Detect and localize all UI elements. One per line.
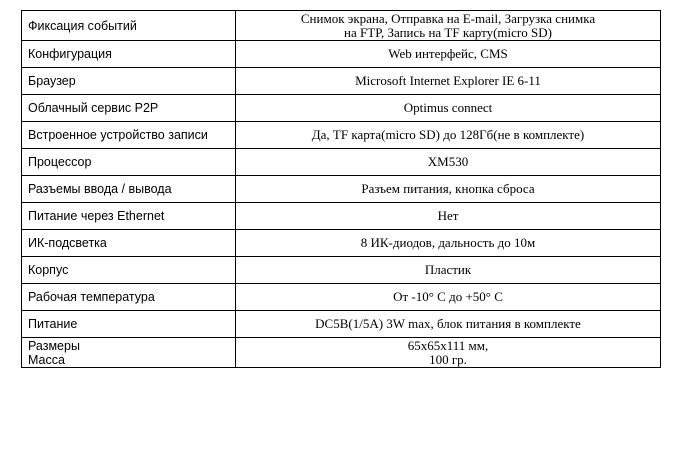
- table-row: [22, 230, 661, 257]
- table-row: [22, 11, 661, 41]
- row-label-browser: Браузер: [22, 68, 236, 95]
- row-label-housing: Корпус: [22, 257, 236, 284]
- table-row: [22, 311, 661, 338]
- row-value-recording-device: Да, TF карта(micro SD) до 128Гб(не в комплекте): [236, 122, 661, 149]
- row-value-housing: Пластик: [236, 257, 661, 284]
- spec-table: [21, 10, 661, 368]
- table-row: [22, 68, 661, 95]
- table-row: [22, 203, 661, 230]
- row-label-operating-temperature: Рабочая температура: [22, 284, 236, 311]
- row-value-poe: Нет: [236, 203, 661, 230]
- row-value-operating-temperature: От -10° C до +50° C: [236, 284, 661, 311]
- value-line-dimensions: 65x65x111 мм,: [407, 337, 489, 353]
- row-label-processor: Процессор: [22, 149, 236, 176]
- table-row: [22, 41, 661, 68]
- table-row: [22, 149, 661, 176]
- table-row: [22, 95, 661, 122]
- row-label-dimensions-weight: [22, 338, 236, 368]
- row-label-event-capture: Фиксация событий: [22, 11, 236, 41]
- row-value-cloud-service: Optimus connect: [236, 95, 661, 122]
- row-value-dimensions-weight: [236, 338, 661, 368]
- row-value-io-connectors: Разъем питания, кнопка сброса: [236, 176, 661, 203]
- row-value-power: DC5В(1/5А) 3W max, блок питания в комплекте: [236, 311, 661, 338]
- row-label-recording-device: Встроенное устройство записи: [22, 122, 236, 149]
- value-line: на FTP, Запись на TF карту(micro SD): [344, 24, 552, 40]
- row-value-browser: Microsoft Internet Explorer IE 6-11: [236, 68, 661, 95]
- row-label-cloud-service: Облачный сервис P2P: [22, 95, 236, 122]
- row-label-ir-illumination: ИК-подсветка: [22, 230, 236, 257]
- row-value-ir-illumination: 8 ИК-диодов, дальность до 10м: [236, 230, 661, 257]
- row-label-poe: Питание через Ethernet: [22, 203, 236, 230]
- label-line-dimensions: Размеры: [28, 338, 80, 353]
- table-row: [22, 284, 661, 311]
- row-label-configuration: Конфигурация: [22, 41, 236, 68]
- value-line-weight: 100 гр.: [429, 351, 467, 367]
- row-label-io-connectors: Разъемы ввода / вывода: [22, 176, 236, 203]
- row-label-power: Питание: [22, 311, 236, 338]
- table-row: [22, 122, 661, 149]
- row-value-processor: XM530: [236, 149, 661, 176]
- table-row: [22, 257, 661, 284]
- table-row: [22, 176, 661, 203]
- row-value-event-capture: [236, 11, 661, 41]
- row-value-configuration: Web интерфейс, CMS: [236, 41, 661, 68]
- table-row: [22, 338, 661, 368]
- label-line-weight: Масса: [28, 352, 65, 367]
- value-line: Снимок экрана, Отправка на E-mail, Загрузка снимка: [300, 10, 596, 26]
